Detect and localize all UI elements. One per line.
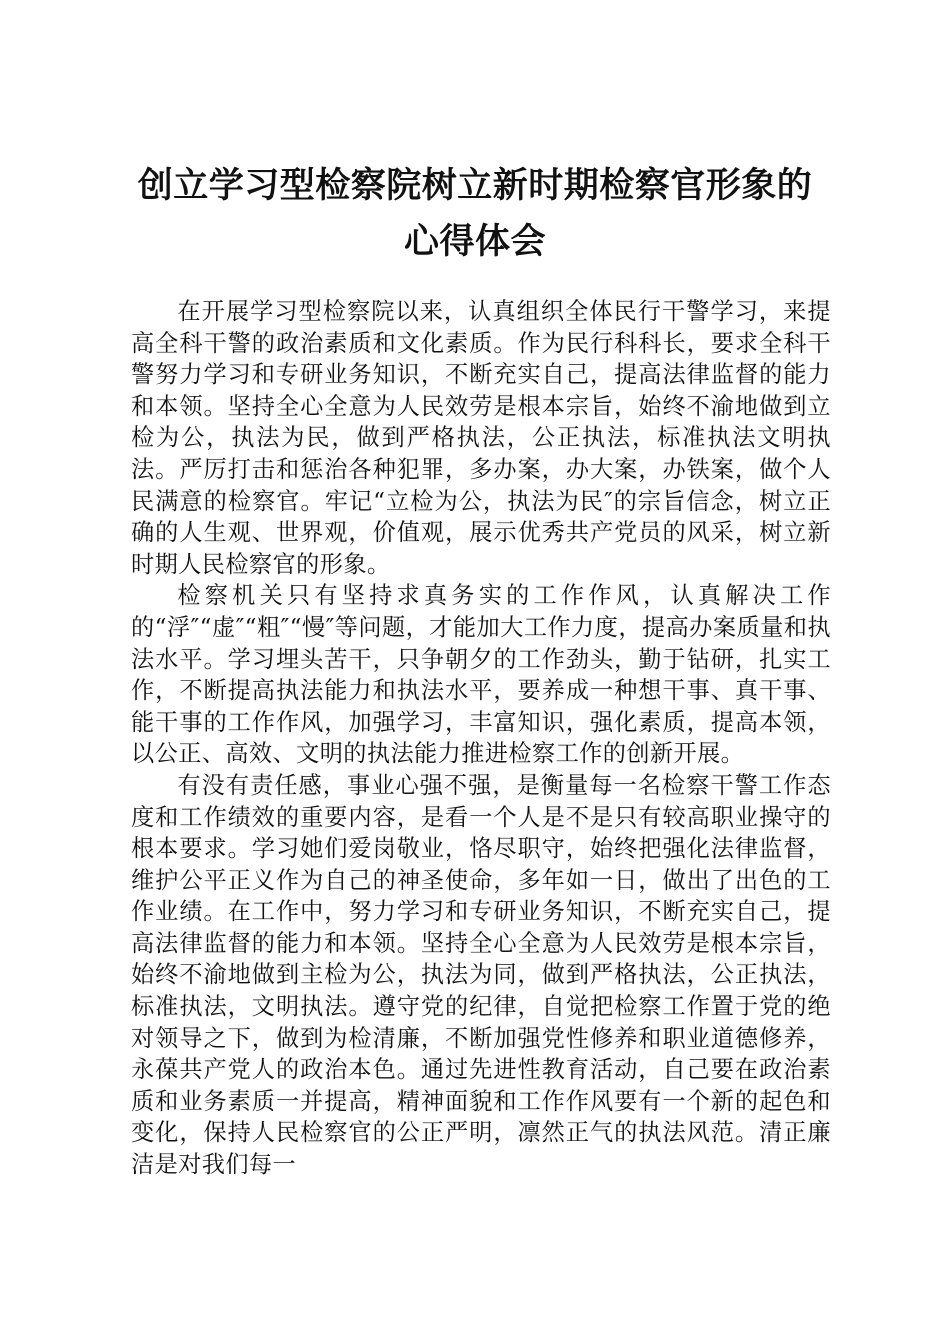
document-title: 创立学习型检察院树立新时期检察官形象的心得体会 <box>137 166 813 262</box>
document-body <box>131 296 831 1181</box>
paragraph-1: 在开展学习型检察院以来，认真组织全体民行干警学习，来提高全科干警的政治素质和文化素质。作为民行科科长，要求全科干警努力学习和专研业务知识，不断充实自己，提高法律监督的能力和本领。坚持全心全意为人民效劳是根本宗旨，始终不渝地做到立检为公，执法为民，做到严格执法，公正执法，标准执法文明执法。严厉打击和惩治各种犯罪，多办案，办大案，办铁案，做个人民满意的检察官。牢记“立检为公，执法为民″的宗旨信念，树立正确的人生观、世界观，价值观，展示优秀共产党员的风采，树立新时期人民检察官的形象。 <box>131 298 831 578</box>
paragraph-3: 有没有责任感，事业心强不强，是衡量每一名检察干警工作态度和工作绩效的重要内容，是看一个人是不是只有较高职业操守的根本要求。学习她们爱岗敬业，恪尽职守，始终把强化法律监督，维护公平正义作为自己的神圣使命，多年如一日，做出了出色的工作业绩。在工作中，努力学习和专研业务知识，不断充实自己，提高法律监督的能力和本领。坚持全心全意为人民效劳是根本宗旨，始终不渝地做到主检为公，执法为同，做到严格执法，公正执法，标准执法，文明执法。遵守党的纪律，自觉把检察工作置于党的绝对领导之下，做到为检清廉，不断加强党性修养和职业道德修养，永葆共产党人的政治本色。通过先进性教育活动，自己要在政治素质和业务素质一并提高，精神面貌和工作作风要有一个新的起色和变化，保持人民检察官的公正严明，凛然正气的执法风范。清正廉洁是对我们每一 <box>131 771 831 1179</box>
paragraph-2: 检察机关只有坚持求真务实的工作作风，认真解决工作的“浮″“虚″“粗″“慢″等问题，才能加大工作力度，提高办案质量和执法水平。学习埋头苦干，只争朝夕的工作劲头，勤于钻研，扎实工作，不断提高执法能力和执法水平，要养成一种想干事、真干事、能干事的工作作风，加强学习，丰富知识，强化素质，提高本领，以公正、高效、文明的执法能力推进检察工作的创新开展。 <box>131 582 831 768</box>
